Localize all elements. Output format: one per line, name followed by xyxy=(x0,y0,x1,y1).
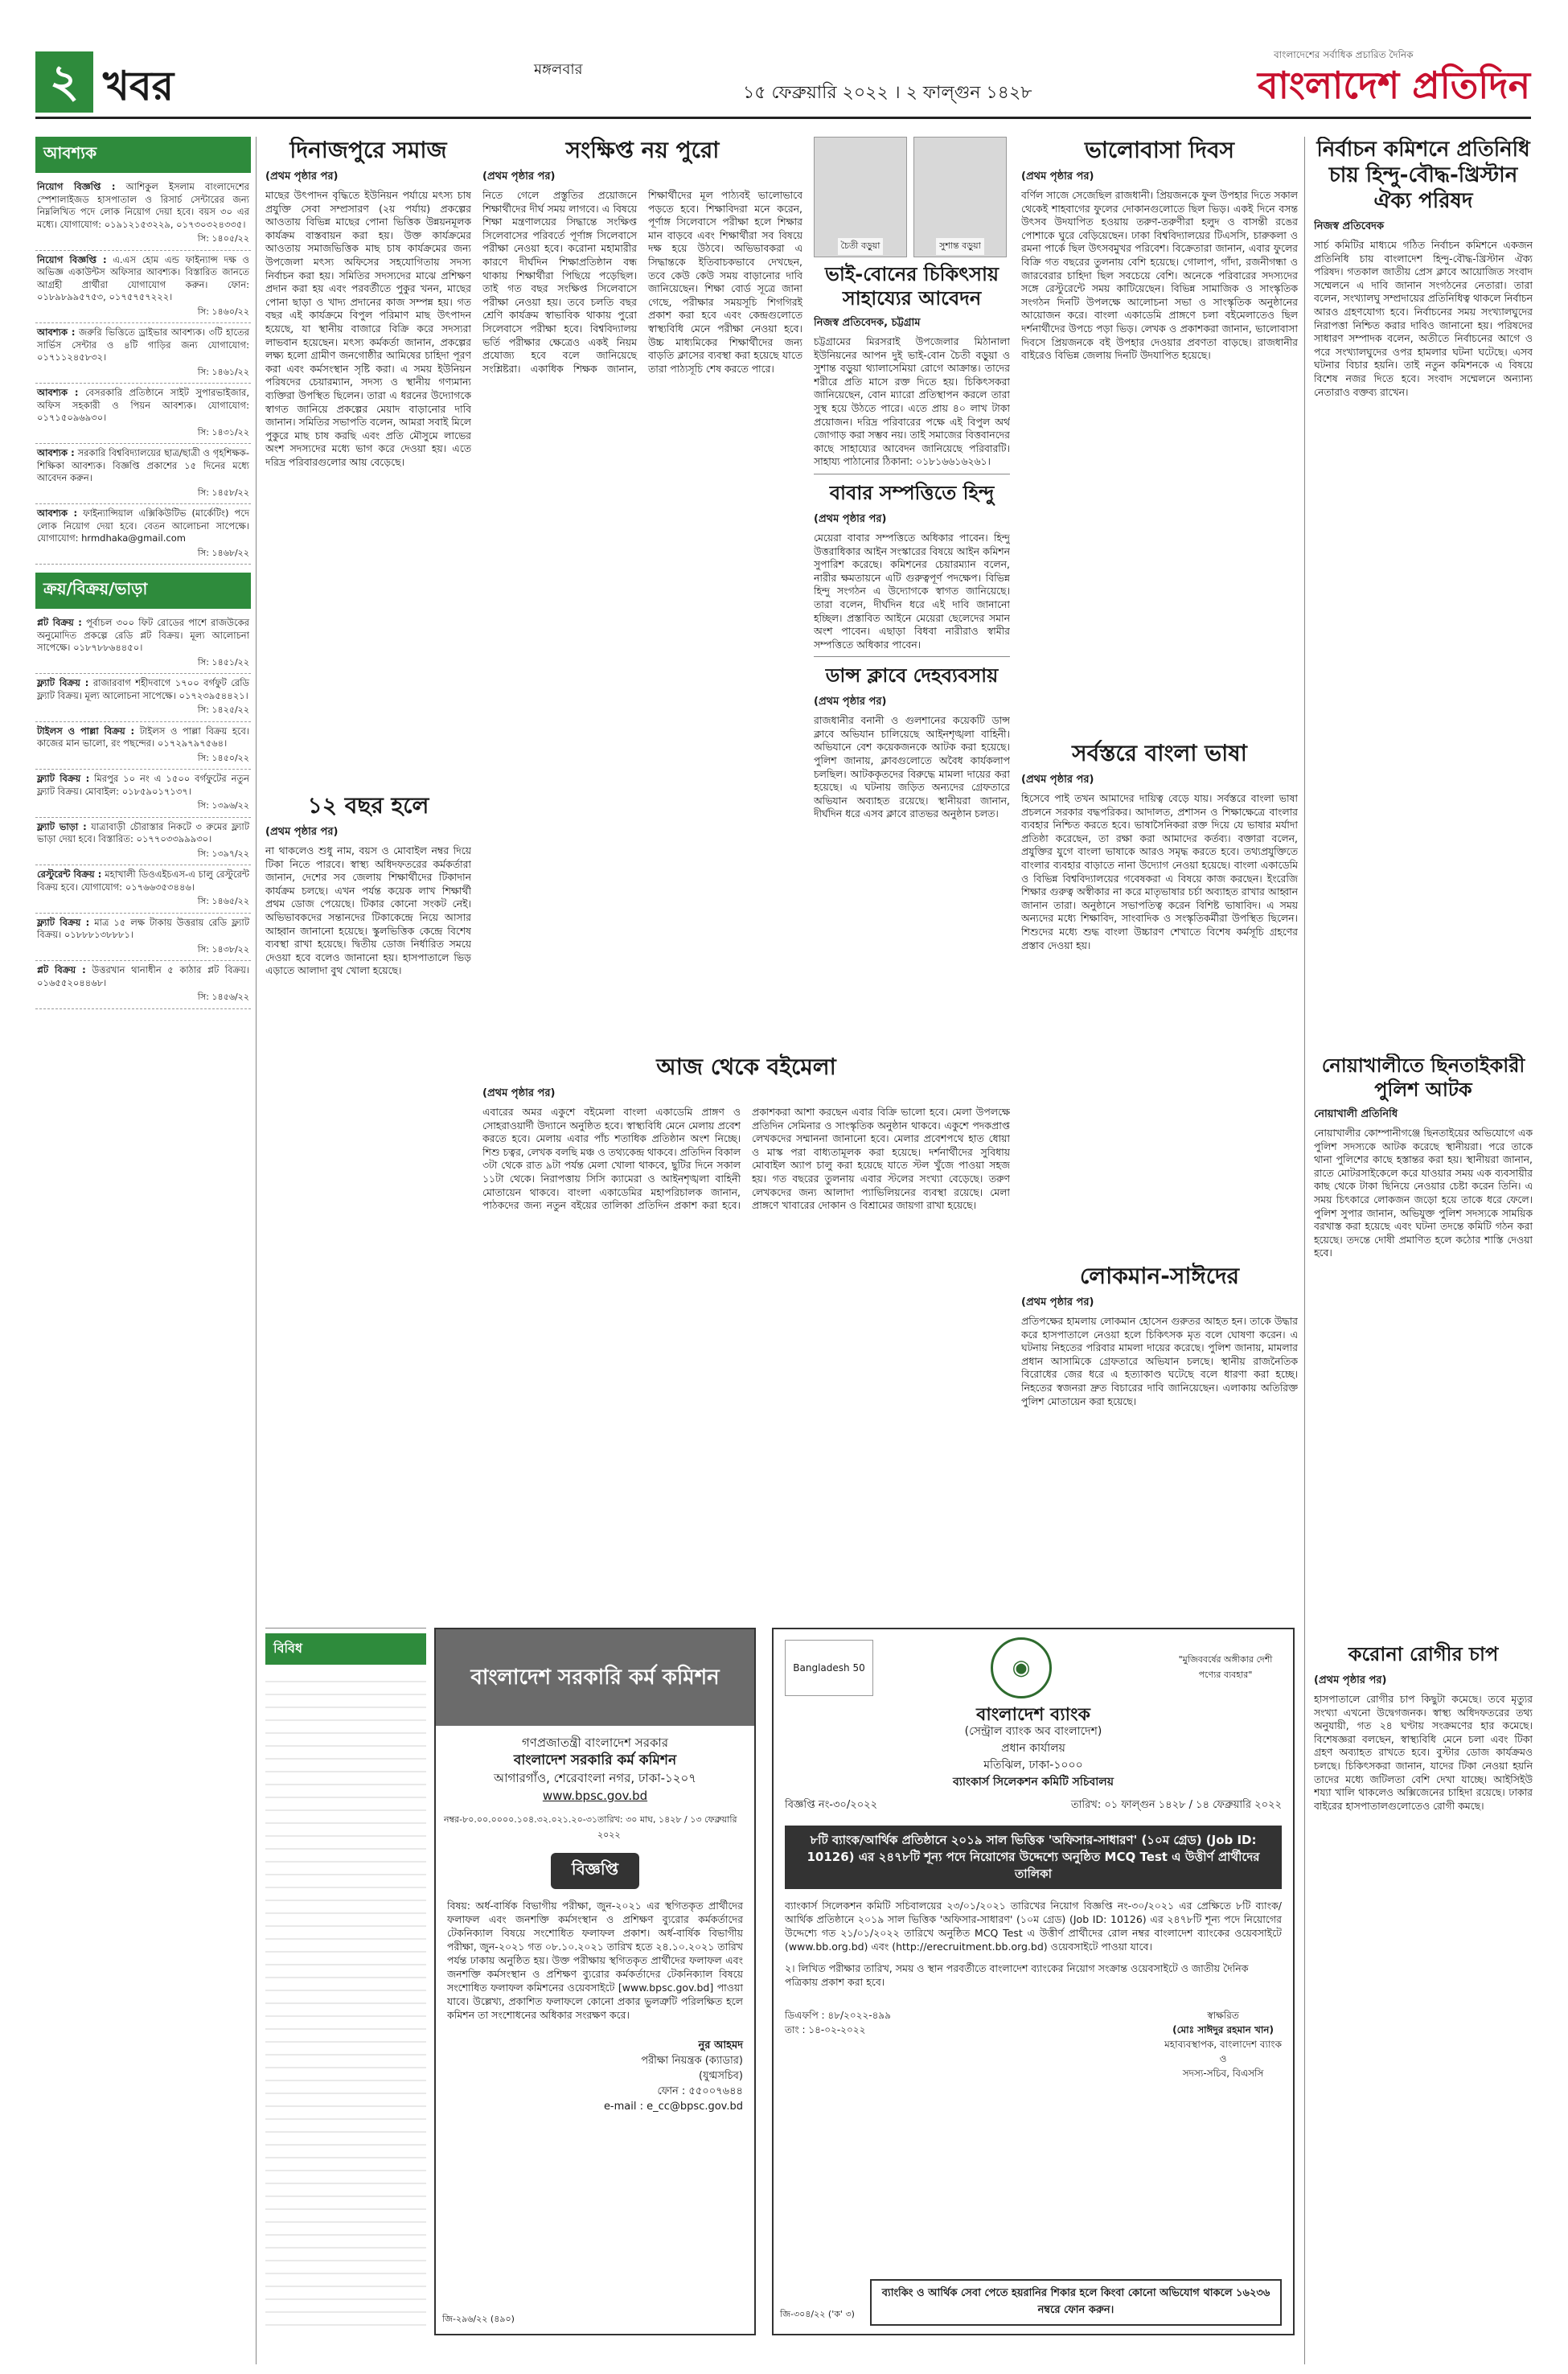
photo-row xyxy=(814,137,1010,257)
classified-code: সি: ১৪৬৮/২২ xyxy=(197,547,249,558)
psc-gov: গণপ্রজাতন্ত্রী বাংলাদেশ সরকার xyxy=(521,1735,669,1750)
bank-address: মতিঝিল, ঢাকা-১০০০ xyxy=(983,1759,1083,1772)
classified-text: পূর্বাচল ৩০০ ফিট রোডের পাশে রাজউকের অনুমোদিত প্রকল্পে রেডি প্লট বিক্রয়। মূল্য আলোচনা সাপেক্ষে। ০১৮৭৮৮৬৪৪৫০। xyxy=(37,617,249,653)
classified-title: ফ্ল্যাট বিক্রয় : xyxy=(37,773,90,784)
story-title[interactable]: সংক্ষিপ্ত নয় পুরো xyxy=(565,137,720,163)
page-number: ২ xyxy=(35,51,93,113)
story-lead: (প্রথম পৃষ্ঠার পর) xyxy=(1021,774,1094,786)
classified-title: নিয়োগ বিজ্ঞপ্তি : xyxy=(37,181,116,192)
story-election-commission xyxy=(1314,137,1533,1045)
story-body: হাসপাতালে রোগীর চাপ কিছুটা কমেছে। তবে মৃত্যুর সংখ্যা এখনো উদ্বেগজনক। স্বাস্থ্য অধিদফতরের তথ্য অনুযায়ী, গত ২৪ ঘণ্টায় সংক্রমণের হার কমেছে। বিশেষজ্ঞরা বলছেন, স্বাস্থ্যবিধি মেনে চলা এবং টিকা গ্রহণ অব্যাহত রাখতে হবে। বুস্টার ডোজ কার্যক্রমও চলছে। চিকিৎসকরা জানান, যাদের টিকা নেওয়া হয়নি তাদের মধ্যে জটিলতা বেশি দেখা যাচ্ছে। আইসিইউ শয্যা খালি থাকলেও অক্সিজেনের চাহিদা রয়েছে। ঢাকার বাইরের হাসপাতালগুলোতেও রোগী কমছে। xyxy=(1314,1693,1533,1812)
classified-text: মহাখালী ডিওএইচএস-এ চালু রেস্টুরেন্ট বিক্রয় হবে। যোগাযোগ: ০১৭৬৬৩৫৩৪৪৬। xyxy=(37,869,249,893)
classified-text: রাজারবাগ শহীদবাগে ১৭০০ বর্গফুট রেডি ফ্ল্যাট বিক্রয়। মূল্য আলোচনা সাপেক্ষে। ০১৭২৩৯৫৪৪২১। xyxy=(37,677,250,701)
classified-title: আবশ্যক : xyxy=(37,387,79,398)
column-divider xyxy=(1304,137,1305,2364)
psc-notice-title: বিজ্ঞপ্তি xyxy=(551,1853,639,1889)
classified-text: জরুরি ভিত্তিতে ড্রাইভার আবশ্যক। ৩টি হাতের সার্ভিস সেন্টার ও ৪টি গাড়ির জন্য যোগাযোগ: ০১৭১১২৪৫৮৩২। xyxy=(37,327,249,363)
classified-code: সি: ১৪৩৮/২২ xyxy=(197,943,249,955)
photo-girl xyxy=(814,137,907,257)
classified-ad xyxy=(35,722,251,770)
story-body: চট্টগ্রামের মিরসরাই উপজেলার মিঠানালা ইউনিয়নের আপন দুই ভাই-বোন চৈতী বড়ুয়া ও সুশান্ত বড়ুয়া থ্যালাসেমিয়া রোগে আক্রান্ত। তাদের শরীরে প্রতি মাসে রক্ত দিতে হয়। চিকিৎসকরা জানিয়েছেন, বোন ম্যারো প্রতিস্থাপন করলে তারা সুস্থ হয়ে উঠতে পারে। এতে প্রায় ৪০ লাখ টাকা প্রয়োজন। দরিদ্র পরিবারের পক্ষে এই বিপুল অর্থ জোগাড় করা সম্ভব নয়। তাই সমাজের বিত্তবানদের কাছে সাহায্যের আবেদন জানিয়েছে পরিবারটি। সাহায্য পাঠানোর ঠিকানা: ০১৮১৬৬১৬২৬১। xyxy=(814,335,1010,468)
classified-code: সি: ১৪৫০/২২ xyxy=(197,752,249,763)
classified-text: উত্তরখান থানাধীন ৫ কাঠার প্লট বিক্রয়। ০১৬৫৫২০৪৪৬৮। xyxy=(37,964,249,988)
classified-ad xyxy=(35,444,251,504)
misc-notices xyxy=(265,1628,426,2335)
bank-date-bn: ০১ ফাল্গুন ১৪২৮ xyxy=(1104,1799,1186,1811)
story-title[interactable]: দিনাজপুরে সমাজ xyxy=(289,137,447,163)
classified-code: সি: ১৪৫১/২২ xyxy=(197,656,249,667)
bank-committee: ব্যাংকার্স সিলেকশন কমিটি সচিবালয় xyxy=(953,1776,1114,1789)
jobs-heading: আবশ্যক xyxy=(35,137,251,173)
story-body: মেয়েরা বাবার সম্পত্তিতে অধিকার পাবেন। হিন্দু উত্তরাধিকার আইন সংস্কারের বিষয়ে আইন কমিশন সুপারিশ করেছে। কমিশনের চেয়ারম্যান বলেন, নারীর ক্ষমতায়নে এটি গুরুত্বপূর্ণ পদক্ষেপ। বিভিন্ন হিন্দু সংগঠন এ উদ্যোগকে স্বাগত জানিয়েছে। তারা বলেন, দীর্ঘদিন ধরে এই দাবি জানানো হচ্ছিল। প্রস্তাবিত আইনে মেয়েরা ছেলেদের সমান অংশ পাবেন। এছাড়া বিধবা নারীরাও স্বামীর সম্পত্তিতে অধিকার পাবেন। xyxy=(814,531,1010,651)
classified-title: নিয়োগ বিজ্ঞপ্তি : xyxy=(37,253,107,265)
bank-headline: ৮টি ব্যাংক/আর্থিক প্রতিষ্ঠানে ২০১৯ সাল ভিত্তিক 'অফিসার-সাধারণ' (১০ম গ্রেড) (Job ID: 10126) এর ২৪৭৮টি শূন্য পদে নিয়োগের উদ্দেশ্যে অনুষ্ঠিত MCQ Test এ উত্তীর্ণ প্রার্থীদের তালিকা xyxy=(785,1826,1282,1889)
classified-title: আবশ্যক : xyxy=(37,447,75,458)
column-divider xyxy=(256,137,257,2364)
classified-code: সি: ১৪০৫/২২ xyxy=(197,233,249,244)
bank-seal-icon: ◉ xyxy=(991,1637,1052,1698)
psc-code: জি-২৯৬/২২ (৪৯০) xyxy=(442,2314,515,2324)
psc-phone: ফোন : ৫৫০০৭৬৪৪ xyxy=(657,2085,743,2097)
psc-memo: নম্বর-৮০.০০.০০০০.১০৪.৩২.০২১.২০-৩১ xyxy=(444,1814,597,1825)
bank-item-2: ২। লিখিত পরীক্ষার তারিখ, সময় ও স্থান পরবর্তীতে বাংলাদেশ ব্যাংকের নিয়োগ সংক্রান্ত ওয়েবসাইটে ও জাতীয় দৈনিক পত্রিকায় প্রকাশ করা হবে। xyxy=(785,1962,1249,1988)
classified-text: আশিকুল ইসলাম বাংলাদেশের স্পেশালাইজড হাসপাতাল ও রিসার্চ সেন্টারের জন্য নিম্নলিখিত পদে লোক নিয়োগ দেয়া হবে। বয়স ৩০ এর মধ্যে। যোগাযোগ: ০১৯১২১৫৩২২৯, ০১৭৩০৩২৪৩৩৫। xyxy=(37,181,250,230)
bank-notice-no: বিজ্ঞপ্তি নং-৩০/২০২২ xyxy=(785,1799,878,1811)
classified-title: আবশ্যক : xyxy=(37,327,76,338)
classified-ad xyxy=(35,674,251,722)
classified-title: ফ্ল্যাট ভাড়া : xyxy=(37,820,87,832)
story-title[interactable]: ১২ বছর হলে xyxy=(307,792,429,819)
bank-name: বাংলাদেশ ব্যাংক xyxy=(976,1705,1090,1725)
classified-title: টাইলস ও পাল্লা বিক্রয় : xyxy=(37,725,135,737)
classified-code: সি: ১৪৩১/২২ xyxy=(197,426,249,437)
psc-banner: বাংলাদেশ সরকারি কর্ম কমিশন xyxy=(436,1629,754,1726)
divider xyxy=(814,656,1010,657)
story-siblings xyxy=(814,137,1010,1182)
classified-code: সি: ১৩৯৭/২২ xyxy=(197,848,249,859)
psc-date: তারিখ: ৩০ মাঘ, ১৪২৮ / ১৩ ফেব্রুয়ারি ২০২২ xyxy=(597,1814,737,1840)
story-body: রাজধানীর বনানী ও গুলশানের কয়েকটি ডান্স ক্লাবে অভিযান চালিয়েছে আইনশৃঙ্খলা বাহিনী। অভিযানে বেশ কয়েকজনকে আটক করা হয়েছে। পুলিশ জানায়, ক্লাবগুলোতে অবৈধ কার্যকলাপ চলছিল। আটককৃতদের বিরুদ্ধে মামলা দায়ের করা হয়েছে। এ ঘটনায় জড়িত অন্যদের গ্রেফতারে অভিযান অব্যাহত রয়েছে। স্থানীয়রা জানান, দীর্ঘদিন ধরে এসব ক্লাবে রাতভর অনুষ্ঠান চলত। xyxy=(814,714,1010,820)
story-title[interactable]: বাবার সম্পত্তিতে হিন্দু xyxy=(829,481,995,504)
bank-sign-label: স্বাক্ষরিত xyxy=(1207,2010,1239,2021)
story-title[interactable]: সর্বস্তরে বাংলা ভাষা xyxy=(1072,740,1247,766)
classified-code: সি: ১৪৬৫/২২ xyxy=(197,896,249,906)
classified-title: প্লট বিক্রয় : xyxy=(37,964,86,975)
bank-date-label: তারিখ: xyxy=(1070,1799,1102,1811)
story-noakhali xyxy=(1314,1054,1533,1633)
classifieds-column xyxy=(35,137,251,2364)
story-byline: নোয়াখালী প্রতিনিধি xyxy=(1314,1108,1398,1120)
mujib-slogan: "মুজিববর্ষের অঙ্গীকার দেশী পণ্যের ব্যবহার" xyxy=(1178,1654,1273,1680)
story-title[interactable]: নোয়াখালীতে ছিনতাইকারী পুলিশ আটক xyxy=(1321,1054,1525,1101)
psc-signer-note: (যুগ্মসচিব) xyxy=(699,2070,743,2082)
story-title[interactable]: ডান্স ক্লাবে দেহব্যবসায় xyxy=(825,664,999,688)
brand-tagline: বাংলাদেশের সর্বাধিক প্রচারিত দৈনিক xyxy=(1274,49,1414,60)
classified-text: সরকারি বিশ্ববিদ্যালয়ের ছাত্র/ছাত্রী ও গৃহশিক্ষক-শিক্ষিকা আবশ্যক। বিজ্ঞপ্তি প্রকাশের ১৫ দিনের মধ্যে আবেদন করুন। xyxy=(37,447,250,483)
classified-text: মিরপুর ১০ নং এ ১৫০০ বর্গফুটের নতুন ফ্ল্যাট বিক্রয়। মোবাইল: ০১৮৫৯০১৭১৩৭। xyxy=(37,773,250,797)
classified-ad xyxy=(35,614,251,674)
classified-text: বেসরকারি প্রতিষ্ঠানে সাইট সুপারভাইজার, অফিস সহকারী ও পিয়ন আবশ্যক। যোগাযোগ: ০১৭১৫০৯৬৯৩০। xyxy=(37,387,249,423)
section-title: খবর xyxy=(103,63,174,109)
story-body: বর্ণিল সাজে সেজেছিল রাজধানী। প্রিয়জনকে ফুল উপহার দিতে সকাল থেকেই শাহবাগের ফুলের দোকানগুলোতে ছিল ভিড়। একই দিনে বসন্ত উৎসব উদযাপিত হওয়ায় তরুণ-তরুণীরা হলুদ ও বাসন্তী রঙের পোশাকে ঘুরে বেড়িয়েছেন। ঢাকা বিশ্ববিদ্যালয়ের টিএসসি, চারুকলা ও রমনা পার্কে ছিল উৎসবমুখর পরিবেশ। বিক্রেতারা জানান, এবার ফুলের বিক্রি গত বছরের তুলনায় বেশি হয়েছে। গোলাপ, গাঁদা, রজনীগন্ধা ও জারবেরার চাহিদা ছিল সবচেয়ে বেশি। অনেকে পরিবারের সদস্যদের সঙ্গে রেস্টুরেন্টে সময় কাটিয়েছেন। বিভিন্ন সামাজিক ও সাংস্কৃতিক সংগঠন দিনটি উপলক্ষে আলোচনা সভা ও সাংস্কৃতিক অনুষ্ঠানের আয়োজন করে। বাংলা একাডেমি প্রাঙ্গণে চলা বইমেলাতেও ছিল দর্শনার্থীদের উপচে পড়া ভিড়। লেখক ও প্রকাশকরা জানান, ভালোবাসা দিবসে প্রিয়জনকে বই উপহার দেওয়ার প্রবণতা বাড়ছে। রাজধানীর বাইরেও বিভিন্ন জেলায় দিনটি উদযাপিত হয়েছে। xyxy=(1021,189,1298,362)
bank-footer-hotline: ব্যাংকিং ও আর্থিক সেবা পেতে হয়রানির শিকার হলে কিংবা কোনো অভিযোগ থাকলে ১৬২৩৬ নম্বরে ফোন করুন। xyxy=(870,2279,1282,2326)
bank-code: জি-৩০৪/২২ ('ক' ৩) xyxy=(780,2309,855,2319)
story-byline: নিজস্ব প্রতিবেদক xyxy=(1314,220,1385,232)
story-dinajpur xyxy=(265,137,471,780)
classified-text: টাইলস ও পাল্লা বিক্রয় হবে। কাজের মান ভালো, রং পছন্দের। ০১৭২৯৭৯৭৫৬৪। xyxy=(37,725,249,749)
story-body: মাছের উৎপাদন বৃদ্ধিতে ইউনিয়ন পর্যায়ে মৎস্য চাষ প্রযুক্তি সেবা সম্প্রসারণ (২য় পর্যায়) প্রকল্পের আওতায় বিভিন্ন মাছের পোনা ভিত্তিক উন্নয়নমূলক কার্যক্রম বাস্তবায়ন করা হয়। উক্ত কার্যক্রমের আওতায় সমাজভিত্তিক মাছ চাষ কার্যক্রমের জন্য উপজেলা মৎস্য অফিসের সহযোগিতায় সদস্য নির্বাচন করা হয়। সমিতির সদস্যদের মাঝে প্রশিক্ষণ প্রদান করা হয় এবং পরবর্তীতে পুকুর খনন, মাছের পোনা ছাড়া ও খাদ্য প্রদানের কাজ সম্পন্ন হয়। গত বছর এই কার্যক্রমে বিপুল পরিমাণ মাছ উৎপাদন হয়েছে, যা স্থানীয় বাজারে বিক্রি করে সদস্যরা লাভবান হয়েছেন। মৎস্য কর্মকর্তা জানান, প্রকল্পের লক্ষ্য হলো গ্রামীণ জনগোষ্ঠীর আমিষের চাহিদা পূরণ করা এবং কর্মসংস্থান সৃষ্টি করা। এ সময় ইউনিয়ন পরিষদের চেয়ারম্যান, সদস্য ও স্থানীয় গণ্যমান্য ব্যক্তিরা উপস্থিত ছিলেন। তারা এ ধরনের উদ্যোগকে স্বাগত জানিয়ে প্রকল্পের মেয়াদ বাড়ানোর দাবি জানান। সমিতির সভাপতি বলেন, আমরা সবাই মিলে পুকুরে মাছ চাষ করছি এবং প্রতি মৌসুমে লাভের অংশ সদস্যদের মধ্যে ভাগ করে দেওয়া হয়। এতে দরিদ্র পরিবারগুলোর আয় বেড়েছে। xyxy=(265,189,471,468)
story-lead: (প্রথম পৃষ্ঠার পর) xyxy=(482,1087,556,1099)
story-corona xyxy=(1314,1641,1533,2348)
classified-title: ফ্ল্যাট বিক্রয় : xyxy=(37,916,90,928)
bank-signer-title: মহাব্যবস্থাপক, বাংলাদেশ ব্যাংক xyxy=(1164,2039,1282,2050)
psc-org: বাংলাদেশ সরকারি কর্ম কমিশন xyxy=(513,1752,677,1768)
classified-ad xyxy=(35,865,251,914)
story-title[interactable]: আজ থেকে বইমেলা xyxy=(656,1054,836,1080)
bank-signer-sub: ও xyxy=(1219,2053,1227,2064)
date-label: ১৫ ফেব্রুয়ারি ২০২২ । ২ ফাল্গুন ১৪২৮ xyxy=(743,83,1032,103)
story-title[interactable]: ভাই-বোনের চিকিৎসায় সাহায্যের আবেদন xyxy=(824,263,999,310)
story-body: না থাকলেও শুধু নাম, বয়স ও মোবাইল নম্বর দিয়ে টিকা নিতে পারবে। স্বাস্থ্য অধিদফতরের কর্মকর্তারা জানান, দেশের সব জেলায় শিক্ষার্থীদের টিকাদান কার্যক্রম চলছে। এখন পর্যন্ত কয়েক লাখ শিক্ষার্থী প্রথম ডোজ পেয়েছে। টিকার কোনো সংকট নেই। অভিভাবকদের সন্তানদের টিকাকেন্দ্রে নিয়ে আসার আহ্বান জানানো হয়েছে। স্কুলভিত্তিক কেন্দ্রে বিশেষ ব্যবস্থা রাখা হয়েছে। দ্বিতীয় ডোজ নির্ধারিত সময়ে দেওয়া হবে বলেও জানানো হয়। হাসপাতালে ভিড় এড়াতে আলাদা বুথ খোলা হয়েছে। xyxy=(265,844,471,977)
classified-ad xyxy=(35,770,251,818)
psc-address: আগারগাঁও, শেরেবাংলা নগর, ঢাকা-১২০৭ xyxy=(493,1771,697,1785)
classified-ad xyxy=(35,384,251,444)
brand-logo[interactable]: বাংলাদেশ প্রতিদিন xyxy=(1258,64,1531,107)
jobs-list xyxy=(35,178,251,565)
story-title[interactable]: লোকমান-সাঈদের xyxy=(1079,1263,1240,1289)
classified-text: মাত্র ১৫ লক্ষ টাকায় উত্তরায় রেডি ফ্ল্যাট বিক্রয়। ০১৮৮৮১৩৮৮৮১। xyxy=(37,916,249,940)
bangladesh-bank-ad: Bangladesh 50 ◉ "মুজিববর্ষের অঙ্গীকার দেশী পণ্যের ব্যবহার" বাংলাদেশ ব্যাংক (সেন্ট্রাল ব্যাংক অব বাংলাদেশ) প্রধান কার্যালয় মতিঝিল, ঢাকা-১০০০ ব্যাংকার্স সিলেকশন কমিটি সচিবালয় বিজ্ঞপ্তি নং-৩০/২০২২ তারিখ: ০১ ফাল্গুন ১৪২৮ / ১৪ ফেব্রুয়ারি ২০২২ ৮টি ব্যাংক/আর্থিক প্রতিষ্ঠানে ২০১৯ সাল ভিত্তিক 'অফিসার-সাধারণ' (১০ম গ্রেড) (Job ID: 10126) এর ২৪৭৮টি শূন্য পদে নিয়োগের উদ্দেশ্যে অনুষ্ঠিত MCQ Test এ উত্তীর্ণ প্রার্থীদের তালিকা ব্যাংকার্স সিলেকশন কমিটি সচিবালয়ের ২৩/০১/২০২১ তারিখের নিয়োগ বিজ্ঞপ্তি নং-৩০/২০২১ এর প্রেক্ষিতে ৮টি ব্যাংক/আর্থিক প্রতিষ্ঠানে ২০১৯ সাল ভিত্তিক 'অফিসার-সাধারণ' (১০ম গ্রেড) (Job ID: 10126) এর ২৪৭৮টি শূন্য পদে নিয়োগের উদ্দেশ্যে গত ২১/০১/২০২২ তারিখে অনুষ্ঠিত MCQ Test এ উত্তীর্ণ প্রার্থীদের রোল নম্বর বাংলাদেশ ব্যাংকের ওয়েবসাইটে (www.bb.org.bd) এবং (http://erecruitment.bb.org.bd) ওয়েবসাইটে পাওয়া যাবে। ২। লিখিত পরীক্ষার তারিখ, সময় ও স্থান পরবর্তীতে বাংলাদেশ ব্যাংকের নিয়োগ সংক্রান্ত ওয়েবসাইটে ও জাতীয় দৈনিক পত্রিকায় প্রকাশ করা হবে। ডিএফপি : ৪৮/২০২২-৪৯৯ তাং : ১৪-০২-২০২২ স্বাক্ষরিত (মোঃ সাঈদুর রহমান খান) মহাব্যবস্থাপক, বাংলাদেশ ব্যাংক ও সদস্য-সচিব, বিএসসি ব্যাংকিং ও আর্থিক সেবা পেতে হয়রানির শিকার হলে কিংবা কোনো অভিযোগ থাকলে ১৬২৩৬ নম্বরে ফোন করুন। জি-৩০৪/২২ ('ক' ৩) xyxy=(772,1628,1295,2335)
classified-title: ফ্ল্যাট বিক্রয় : xyxy=(37,677,89,688)
story-syllabus xyxy=(482,137,802,1045)
classified-code: সি: ১৪৫৬/২২ xyxy=(197,992,249,1002)
classified-code: সি: ১৪৬১/২২ xyxy=(197,366,249,377)
classified-code: সি: ১৪২৫/২২ xyxy=(197,704,249,715)
classified-ad xyxy=(35,251,251,324)
classified-title: রেস্টুরেন্ট বিক্রয় : xyxy=(37,869,102,880)
classified-ad xyxy=(35,504,251,565)
bank-body: ব্যাংকার্স সিলেকশন কমিটি সচিবালয়ের ২৩/০১/২০২১ তারিখের নিয়োগ বিজ্ঞপ্তি নং-৩০/২০২১ এর প্রেক্ষিতে ৮টি ব্যাংক/আর্থিক প্রতিষ্ঠানে ২০১৯ সাল ভিত্তিক 'অফিসার-সাধারণ' (১০ম গ্রেড) (Job ID: 10126) এর ২৪৭৮টি শূন্য পদে নিয়োগের উদ্দেশ্যে গত ২১/০১/২০২২ তারিখে অনুষ্ঠিত MCQ Test এ উত্তীর্ণ প্রার্থীদের রোল নম্বর বাংলাদেশ ব্যাংকের ওয়েবসাইটে (www.bb.org.bd) এবং (http://erecruitment.bb.org.bd) ওয়েবসাইটে পাওয়া যাবে। xyxy=(785,1900,1282,1953)
psc-signer-title: পরীক্ষা নিয়ন্ত্রক (ক্যাডার) xyxy=(641,2055,743,2067)
day-label: মঙ্গলবার xyxy=(534,61,583,78)
story-body: হিসেবে পাই তখন আমাদের দায়িত্ব বেড়ে যায়। সর্বস্তরে বাংলা ভাষা প্রচলনে সরকার বদ্ধপরিকর। আদালত, প্রশাসন ও শিক্ষাক্ষেত্রে বাংলার ব্যবহার নিশ্চিত করতে হবে। ভাষাসৈনিকরা রক্ত দিয়ে যে ভাষার মর্যাদা প্রতিষ্ঠা করেছেন, তা রক্ষা করা আমাদের কর্তব্য। বক্তারা বলেন, প্রযুক্তির যুগে বাংলা ভাষাকে আরও সমৃদ্ধ করতে হবে। তথ্যপ্রযুক্তিতে বাংলার ব্যবহার বাড়াতে নানা উদ্যোগ নেওয়া হয়েছে। বাংলা একাডেমি ও বিভিন্ন বিশ্ববিদ্যালয়ের গবেষকরা এ বিষয়ে কাজ করছেন। ইংরেজি শিক্ষার গুরুত্ব অস্বীকার না করে মাতৃভাষার চর্চা অব্যাহত রাখার আহ্বান জানান তারা। অনুষ্ঠানে সভাপতিত্ব করেন বিশিষ্ট ভাষাবিদ। এ সময় অন্যদের মধ্যে শিক্ষাবিদ, সাংবাদিক ও সংস্কৃতিকর্মীরা উপস্থিত ছিলেন। শিশুদের মধ্যে শুদ্ধ বাংলা উচ্চারণ শেখাতে বিশেষ কর্মসূচি গ্রহণের প্রস্তাব দেওয়া হয়। xyxy=(1021,792,1298,951)
photo-caption: সুশান্ত বড়ুয়া xyxy=(936,238,984,255)
psc-notice-ad xyxy=(434,1628,756,2335)
psc-body: বিষয়: অর্ধ-বার্ষিক বিভাগীয় পরীক্ষা, জুন-২০২১ এর স্থগিতকৃত প্রার্থীদের ফলাফল এবং জনশক্তি কর্মসংস্থান ও প্রশিক্ষণ ব্যুরোর কর্মকর্তাদের টেকনিক্যাল বিষয়ে সংশোধিত ফলাফল প্রকাশ। অর্ধ-বার্ষিক বিভাগীয় পরীক্ষা, জুন-২০২১ গত ০৮.১০.২০২১ তারিখ হতে ২৪.১০.২০২১ তারিখ পর্যন্ত ঢাকায় অনুষ্ঠিত হয়। উক্ত পরীক্ষায় স্থগিতকৃত প্রার্থীদের ফলাফল এবং জনশক্তি কর্মসংস্থান ও প্রশিক্ষণ ব্যুরোর কর্মকর্তাদের টেকনিক্যাল বিষয়ে সংশোধিত ফলাফল কমিশনের ওয়েবসাইটে [www.bpsc.gov.bd] পাওয়া যাবে। উল্লেখ্য, প্রকাশিত ফলাফলে কোনো প্রকার ভুলত্রুটি পরিলক্ষিত হলে কমিশন তা সংশোধনের অধিকার সংরক্ষণ করে। xyxy=(447,1900,743,2021)
story-lead: (প্রথম পৃষ্ঠার পর) xyxy=(1021,170,1094,183)
story-lead: (প্রথম পৃষ্ঠার পর) xyxy=(1021,1296,1094,1308)
photo-boy xyxy=(913,137,1007,257)
misc-placeholder xyxy=(265,1670,426,2335)
psc-signer: নুর আহমদ xyxy=(698,2039,743,2052)
story-body: নোয়াখালীর কোম্পানীগঞ্জে ছিনতাইয়ের অভিযোগে এক পুলিশ সদস্যকে আটক করেছে স্থানীয়রা। পরে তাকে থানা পুলিশের কাছে হস্তান্তর করা হয়। স্থানীয়রা জানান, রাতে মোটরসাইকেলে করে যাওয়ার সময় এক ব্যবসায়ীর কাছ থেকে টাকা ছিনিয়ে নেওয়ার চেষ্টা করেন তিনি। এ সময় চিৎকারে লোকজন জড়ো হয়ে তাকে ধরে ফেলে। পুলিশ সুপার জানান, অভিযুক্ত পুলিশ সদস্যকে সাময়িক বরখাস্ত করা হয়েছে এবং ঘটনা তদন্তে কমিটি গঠন করা হয়েছে। তদন্তে দোষী প্রমাণিত হলে কঠোর শাস্তি দেওয়া হবে। xyxy=(1314,1127,1533,1259)
classified-code: সি: ১৩৯৬/২২ xyxy=(197,800,249,811)
story-lead: (প্রথম পৃষ্ঠার পর) xyxy=(814,696,887,709)
story-vaccine-12 xyxy=(265,792,471,1620)
bank-dfp-date: তাং : ১৪-০২-২০২২ xyxy=(785,2024,866,2035)
story-body: সার্চ কমিটির মাধ্যমে গঠিত নির্বাচন কমিশনে একজন প্রতিনিধি চায় বাংলাদেশ হিন্দু-বৌদ্ধ-খ্রিস্টান ঐক্য পরিষদ। গতকাল জাতীয় প্রেস ক্লাবে আয়োজিত সংবাদ সম্মেলনে এ দাবি জানান সংগঠনের নেতারা। তারা বলেন, সংখ্যালঘু সম্প্রদায়ের প্রতিনিধিত্ব থাকলে নির্বাচন আরও গ্রহণযোগ্য হবে। নির্বাচনের সময় সংখ্যালঘুদের নিরাপত্তা নিশ্চিত করার দাবিও জানানো হয়। পরিষদের সাধারণ সম্পাদক বলেন, অতীতে নির্বাচনের আগে ও পরে সংখ্যালঘুদের ওপর হামলার ঘটনা ঘটেছে। এসব ঘটনার বিচার হয়নি। তাই নতুন কমিশনকে এ বিষয়ে বিশেষ নজর দিতে হবে। সংবাদ সম্মেলনে অন্যান্য নেতারাও বক্তব্য রাখেন। xyxy=(1314,239,1533,398)
story-body: এবারের অমর একুশে বইমেলা বাংলা একাডেমি প্রাঙ্গণ ও সোহরাওয়ার্দী উদ্যানে অনুষ্ঠিত হবে। স্বাস্থ্যবিধি মেনে মেলায় প্রবেশ করতে হবে। মেলায় এবার পাঁচ শতাধিক প্রতিষ্ঠান অংশ নিচ্ছে। শিশু চত্বর, লেখক বলছি মঞ্চ ও তথ্যকেন্দ্র থাকবে। প্রতিদিন বিকাল ৩টা থেকে রাত ৯টা পর্যন্ত মেলা খোলা থাকবে, ছুটির দিনে সকাল ১১টা থেকে। নিরাপত্তায় সিসি ক্যামেরা ও আইনশৃঙ্খলা বাহিনী মোতায়েন থাকবে। বাংলা একাডেমির মহাপরিচালক জানান, পাঠকদের জন্য নতুন বইয়ের তালিকা প্রতিদিন প্রকাশ করা হবে। প্রকাশকরা আশা করছেন এবার বিক্রি ভালো হবে। মেলা উপলক্ষে প্রতিদিন সেমিনার ও সাংস্কৃতিক অনুষ্ঠান থাকবে। একুশে পদকপ্রাপ্ত লেখকদের সম্মাননা জানানো হবে। মেলার প্রবেশপথে হাত ধোয়া ও মাস্ক পরা বাধ্যতামূলক করা হয়েছে। দর্শনার্থীদের সুবিধায় মোবাইল অ্যাপ চালু করা হয়েছে যাতে স্টল খুঁজে পাওয়া সহজ হয়। গত বছরের তুলনায় এবার স্টলের সংখ্যা বেড়েছে। তরুণ লেখকদের জন্য আলাদা প্যাভিলিয়নের ব্যবস্থা রয়েছে। মেলা প্রাঙ্গণে খাবারের দোকান ও বিশ্রামের জায়গা রাখা হয়েছে। xyxy=(482,1106,1010,1212)
classified-ad xyxy=(35,914,251,962)
story-title[interactable]: ভালোবাসা দিবস xyxy=(1084,137,1235,163)
classified-title: প্লট বিক্রয় : xyxy=(37,617,82,628)
story-lokman xyxy=(1021,1263,1298,1616)
classified-code: সি: ১৪৬০/২২ xyxy=(197,306,249,317)
photo-caption: চৈতী বড়ুয়া xyxy=(838,238,884,255)
bank-signer: (মোঃ সাঈদুর রহমান খান) xyxy=(1172,2024,1274,2035)
story-bangla-language xyxy=(1021,740,1298,1255)
bank-office: প্রধান কার্যালয় xyxy=(1001,1742,1065,1755)
story-book-fair xyxy=(482,1054,1010,1616)
story-lead: (প্রথম পৃষ্ঠার পর) xyxy=(265,170,339,183)
classified-text: যাত্রাবাড়ী চৌরাস্তার নিকটে ৩ রুমের ফ্ল্যাট ভাড়া দেয়া হবে। বিস্তারিত: ০১৭৭০৩৩৯৯৯৩০। xyxy=(37,820,249,844)
classified-ad xyxy=(35,818,251,866)
psc-email[interactable]: e-mail : e_cc@bpsc.gov.bd xyxy=(603,2101,743,2113)
story-lead: (প্রথম পৃষ্ঠার পর) xyxy=(814,512,887,525)
sale-list xyxy=(35,614,251,1009)
story-byline: নিজস্ব প্রতিবেদক, চট্টগ্রাম xyxy=(814,317,921,329)
story-body: নিতে গেলে প্রস্তুতির প্রয়োজনে শিক্ষার্থীদের দীর্ঘ সময় লাগবে। এ বিষয়ে শিক্ষা মন্ত্রণালয়ের সিদ্ধান্তে সংক্ষিপ্ত সিলেবাসের পরিবর্তে পূর্ণাঙ্গ সিলেবাসে পরীক্ষা নেওয়া হবে। করোনা মহামারীর কারণে দীর্ঘদিন শিক্ষাপ্রতিষ্ঠান বন্ধ থাকায় শিক্ষার্থীরা পিছিয়ে পড়েছিল। তাই গত বছর সংক্ষিপ্ত সিলেবাসে পরীক্ষা নেওয়া হয়। তবে চলতি বছর শ্রেণি কার্যক্রম স্বাভাবিক থাকায় পুরো সিলেবাসে পরীক্ষা হবে। বিশ্ববিদ্যালয় ভর্তি পরীক্ষার ক্ষেত্রেও একই নিয়ম প্রযোজ্য হবে বলে জানিয়েছে সংশ্লিষ্টরা। একাধিক শিক্ষক জানান, শিক্ষার্থীদের মূল পাঠ্যবই ভালোভাবে পড়তে হবে। শিক্ষাবিদরা মনে করেন, পূর্ণাঙ্গ সিলেবাসে পরীক্ষা হলে শিক্ষার মান বাড়বে এবং শিক্ষার্থীরা সব বিষয়ে দক্ষ হয়ে উঠবে। অভিভাবকরা এ সিদ্ধান্তকে ইতিবাচকভাবে দেখছেন, তবে কেউ কেউ সময় বাড়ানোর দাবি জানিয়েছেন। শিক্ষা বোর্ড সূত্রে জানা গেছে, পরীক্ষার সময়সূচি শিগগিরই প্রকাশ করা হবে এবং কেন্দ্রগুলোতে স্বাস্থ্যবিধি মেনে পরীক্ষা নেওয়া হবে। উচ্চ মাধ্যমিকের শিক্ষার্থীদের জন্য বাড়তি ক্লাসের ব্যবস্থা করা হয়েছে যাতে তারা পাঠ্যসূচি শেষ করতে পারে। xyxy=(482,189,802,375)
story-lead: (প্রথম পৃষ্ঠার পর) xyxy=(482,170,556,183)
story-lead: (প্রথম পৃষ্ঠার পর) xyxy=(1314,1674,1387,1686)
misc-heading: বিবিধ xyxy=(265,1633,426,1665)
story-title[interactable]: করোনা রোগীর চাপ xyxy=(1348,1643,1499,1665)
classified-text: ফাইন্যান্সিয়াল এক্সিকিউটিভ (মার্কেটিং) পদে লোক নিয়োগ দেয়া হবে। বেতন আলোচনা সাপেক্ষে। যোগাযোগ: hrmdhaka@gmail.com xyxy=(37,507,250,544)
bank-sub: (সেন্ট্রাল ব্যাংক অব বাংলাদেশ) xyxy=(964,1725,1102,1738)
classified-code: সি: ১৪৫৮/২২ xyxy=(197,487,249,498)
bank-date-en: ১৪ ফেব্রুয়ারি ২০২২ xyxy=(1196,1799,1282,1811)
classified-ad xyxy=(35,961,251,1009)
story-body: প্রতিপক্ষের হামলায় লোকমান হোসেন গুরুতর আহত হন। তাকে উদ্ধার করে হাসপাতালে নেওয়া হলে চিকিৎসক মৃত বলে ঘোষণা করেন। এ ঘটনায় নিহতের পরিবার মামলা দায়ের করেছে। পুলিশ জানায়, মামলার প্রধান আসামিকে গ্রেফতারে অভিযান চলছে। স্থানীয় রাজনৈতিক বিরোধের জের ধরে এ হত্যাকাণ্ড ঘটেছে বলে ধারণা করা হচ্ছে। নিহতের স্বজনরা দ্রুত বিচারের দাবি জানিয়েছেন। এলাকায় অতিরিক্ত পুলিশ মোতায়েন করা হয়েছে। xyxy=(1021,1315,1298,1407)
classified-text: এ.এস হোম এন্ড ফাইন্যান্স দক্ষ ও অভিজ্ঞ একাউন্টস অফিসার আবশ্যক। বিস্তারিত জানতে আগ্রহী প্রার্থীরা যোগাযোগ করুন। ফোন: ০১৮৯৮৯৯৫৭৫৩, ০১৭৫৭৫৭২২২। xyxy=(37,253,250,302)
story-valentine xyxy=(1021,137,1298,732)
story-lead: (প্রথম পৃষ্ঠার পর) xyxy=(265,826,339,838)
story-title[interactable]: নির্বাচন কমিশনে প্রতিনিধি চায় হিন্দু-বৌদ্ধ-খ্রিস্টান ঐক্য পরিষদ xyxy=(1316,138,1530,213)
classified-title: আবশ্যক : xyxy=(37,507,78,519)
bank-signer-role: সদস্য-সচিব, বিএসসি xyxy=(1182,2068,1264,2079)
psc-website[interactable]: www.bpsc.gov.bd xyxy=(542,1789,648,1803)
masthead xyxy=(35,48,1531,119)
classified-ad xyxy=(35,323,251,384)
bd50-logo: Bangladesh 50 xyxy=(785,1640,873,1696)
sale-heading: ক্রয়/বিক্রয়/ভাড়া xyxy=(35,573,251,609)
classified-ad xyxy=(35,178,251,251)
bank-dfp: ডিএফপি : ৪৮/২০২২-৪৯৯ xyxy=(785,2010,891,2021)
